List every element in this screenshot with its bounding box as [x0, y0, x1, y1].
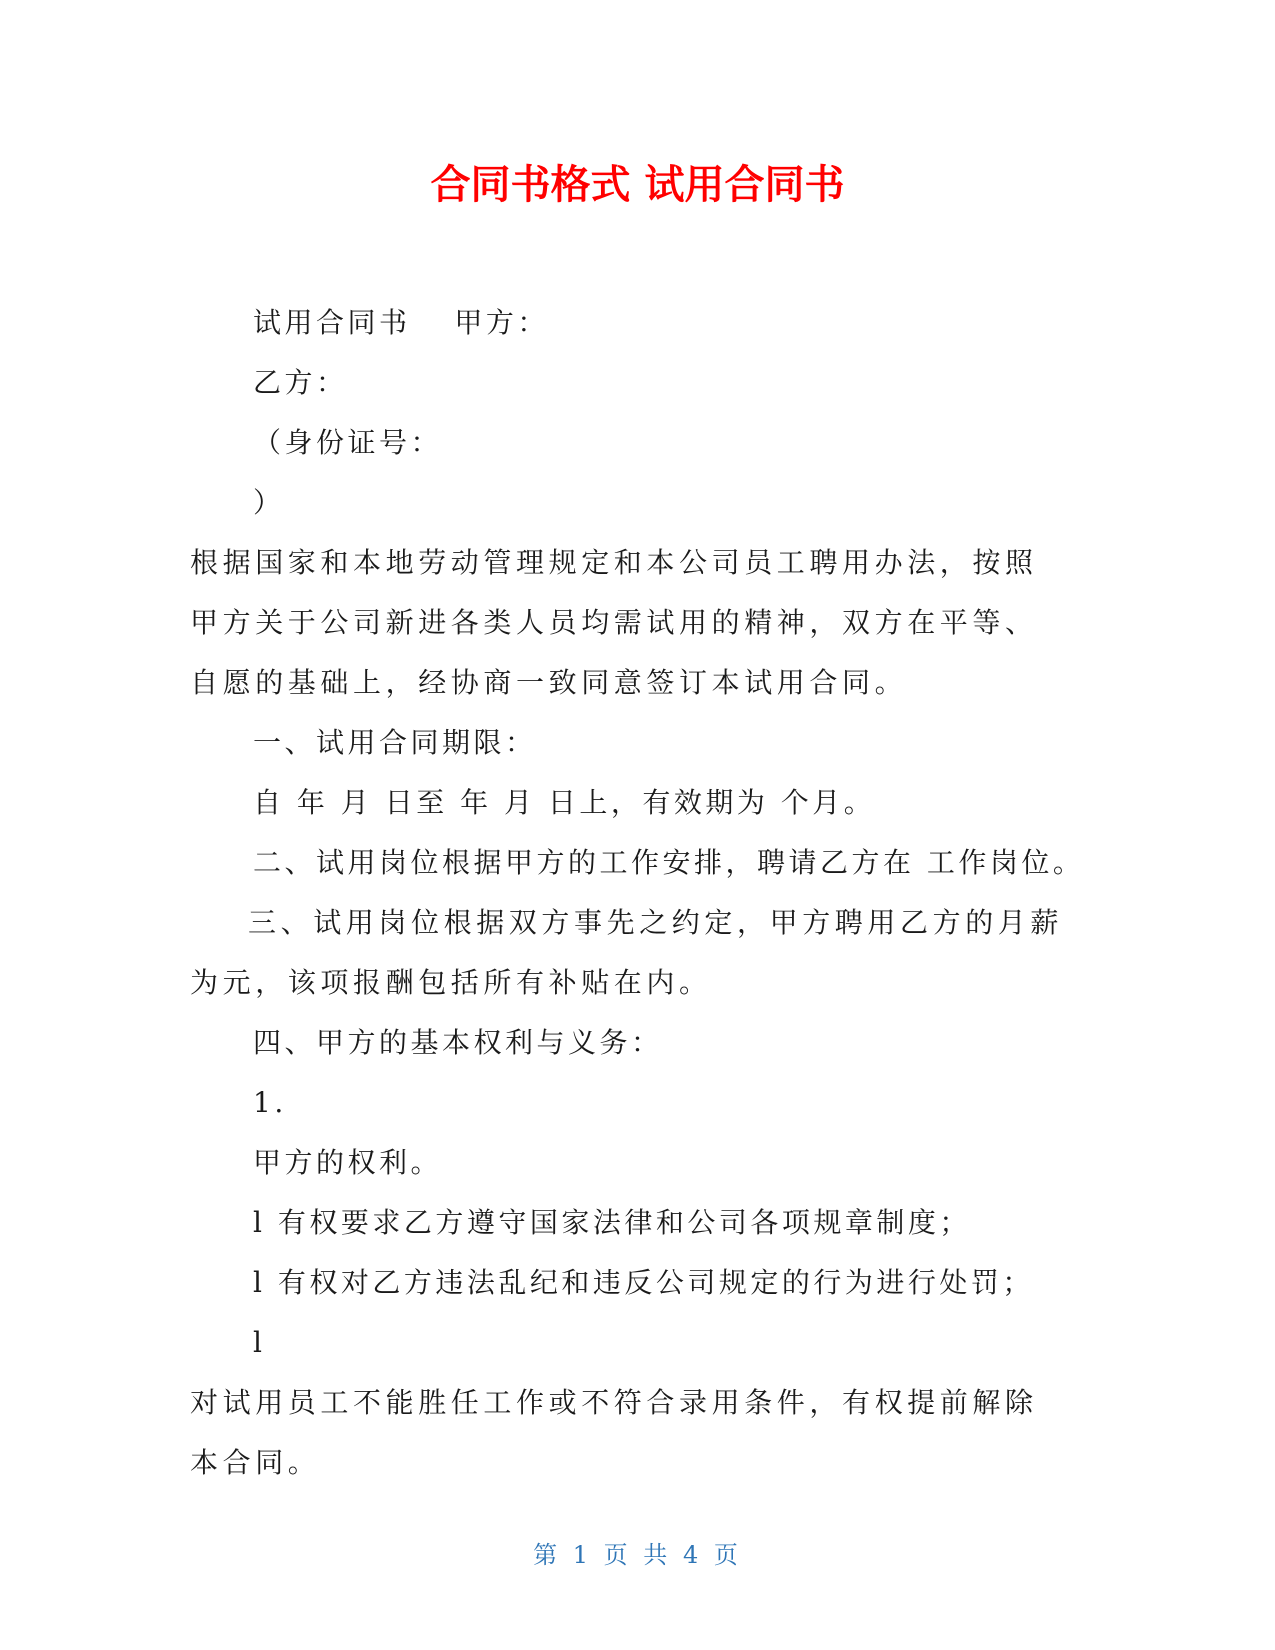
paragraph-section-4-heading: 四、甲方的基本权利与义务： — [253, 1026, 663, 1059]
paragraph-id-close: ） — [253, 486, 285, 519]
paragraph-section-2: 二、试用岗位根据甲方的工作安排，聘请乙方在 工作岗位。 — [253, 846, 1085, 879]
paragraph-termination-right: 对试用员工不能胜任工作或不符合录用条件，有权提前解除本合同。 — [190, 1386, 1038, 1479]
document-title: 合同书格式 试用合同书 — [430, 162, 845, 208]
list-item-bullet: l — [253, 1326, 266, 1359]
document-body — [190, 293, 1085, 1493]
paragraph-term-dates: 自 年 月 日至 年 月 日上，有效期为 个月。 — [253, 786, 876, 819]
paragraph-id-number: （身份证号： — [253, 426, 443, 459]
paragraph-party-a: 试用合同书 甲方： — [253, 306, 549, 339]
list-item: l 有权对乙方违法乱纪和违反公司规定的行为进行处罚； — [253, 1266, 1034, 1299]
paragraph-party-a-rights: 甲方的权利。 — [253, 1146, 443, 1179]
paragraph-preamble: 根据国家和本地劳动管理规定和本公司员工聘用办法，按照甲方关于公司新进各类人员均需试用的精神，双方在平等、自愿的基础上，经协商一致同意签订本试用合同。 — [190, 546, 1038, 699]
paragraph-section-3: 三、试用岗位根据双方事先之约定，甲方聘用乙方的月薪为元，该项报酬包括所有补贴在内。 — [190, 906, 1064, 999]
paragraph-party-b: 乙方： — [253, 366, 348, 399]
list-item: l 有权要求乙方遵守国家法律和公司各项规章制度； — [253, 1206, 971, 1239]
page-number-footer: 第 1 页 共 4 页 — [533, 1541, 742, 1569]
paragraph-section-1-heading: 一、试用合同期限： — [253, 726, 537, 759]
paragraph-item-number: 1. — [253, 1086, 287, 1119]
